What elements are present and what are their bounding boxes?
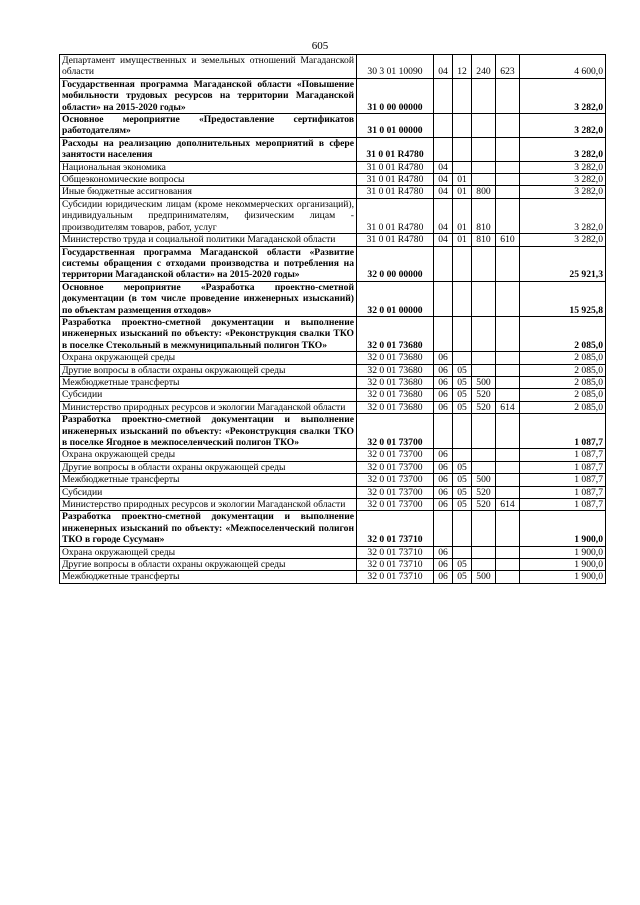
expense-type-cell: 520 (472, 401, 496, 413)
section-cell: 04 (434, 234, 453, 246)
section-cell (434, 137, 453, 161)
expense-type-cell (472, 449, 496, 461)
ministry-code-cell (496, 78, 520, 113)
ministry-code-cell (496, 281, 520, 316)
target-article-cell: 32 0 01 73700 (357, 461, 434, 473)
section-cell: 06 (434, 499, 453, 511)
ministry-code-cell (496, 449, 520, 461)
subsection-cell: 05 (453, 559, 472, 571)
row-name-cell: Межбюджетные трансферты (60, 474, 357, 486)
expense-type-cell (472, 461, 496, 473)
subsection-cell: 05 (453, 461, 472, 473)
section-cell: 06 (434, 474, 453, 486)
subsection-cell: 01 (453, 174, 472, 186)
subsection-cell (453, 414, 472, 449)
ministry-code-cell (496, 174, 520, 186)
expense-type-cell (472, 246, 496, 281)
ministry-code-cell (496, 198, 520, 233)
table-row (60, 186, 606, 198)
section-cell (434, 281, 453, 316)
section-cell: 06 (434, 364, 453, 376)
target-article-cell: 32 0 01 73710 (357, 571, 434, 583)
target-article-cell: 32 0 01 73680 (357, 389, 434, 401)
ministry-code-cell (496, 376, 520, 388)
subsection-cell (453, 246, 472, 281)
section-cell: 06 (434, 486, 453, 498)
target-article-cell: 32 0 01 73680 (357, 352, 434, 364)
target-article-cell: 32 0 01 73700 (357, 449, 434, 461)
subsection-cell: 05 (453, 364, 472, 376)
target-article-cell: 32 0 01 73680 (357, 401, 434, 413)
expense-type-cell: 520 (472, 389, 496, 401)
table-row (60, 55, 606, 79)
target-article-cell: 32 0 01 00000 (357, 281, 434, 316)
table-row (60, 401, 606, 413)
amount-cell: 2 085,0 (520, 401, 606, 413)
subsection-cell (453, 546, 472, 558)
ministry-code-cell (496, 364, 520, 376)
row-name-cell: Основное мероприятие «Предоставление сертификатов работодателям» (60, 114, 357, 138)
subsection-cell: 05 (453, 499, 472, 511)
expense-type-cell: 500 (472, 474, 496, 486)
amount-cell: 3 282,0 (520, 161, 606, 173)
target-article-cell: 32 0 01 73700 (357, 486, 434, 498)
amount-cell: 3 282,0 (520, 78, 606, 113)
table-row (60, 449, 606, 461)
row-name-cell: Субсидии юридическим лицам (кроме некоммерческих организаций), индивидуальным предпринимателям, физическим лицам - производителям товаров, работ, услуг (60, 198, 357, 233)
row-name-cell: Расходы на реализацию дополнительных мероприятий в сфере занятости населения (60, 137, 357, 161)
ministry-code-cell (496, 486, 520, 498)
amount-cell: 1 900,0 (520, 571, 606, 583)
amount-cell: 3 282,0 (520, 234, 606, 246)
ministry-code-cell: 614 (496, 401, 520, 413)
section-cell: 06 (434, 461, 453, 473)
table-row (60, 281, 606, 316)
target-article-cell: 32 0 00 00000 (357, 246, 434, 281)
table-row (60, 546, 606, 558)
target-article-cell: 31 0 01 R4780 (357, 137, 434, 161)
row-name-cell: Субсидии (60, 486, 357, 498)
table-row (60, 559, 606, 571)
table-row (60, 389, 606, 401)
ministry-code-cell (496, 461, 520, 473)
target-article-cell: 32 0 01 73710 (357, 559, 434, 571)
subsection-cell (453, 352, 472, 364)
table-row (60, 364, 606, 376)
subsection-cell: 05 (453, 401, 472, 413)
amount-cell: 15 925,8 (520, 281, 606, 316)
row-name-cell: Разработка проектно-сметной документации и выполнение инженерных изысканий по объекту: «Реконструкция свалки ТКО в поселке Ягодное в межпоселенческий полигон ТКО» (60, 414, 357, 449)
ministry-code-cell (496, 474, 520, 486)
table-row (60, 376, 606, 388)
target-article-cell: 32 0 01 73710 (357, 546, 434, 558)
section-cell: 04 (434, 55, 453, 79)
row-name-cell: Охрана окружающей среды (60, 449, 357, 461)
section-cell: 04 (434, 174, 453, 186)
table-row (60, 161, 606, 173)
amount-cell: 1 900,0 (520, 511, 606, 546)
table-row (60, 246, 606, 281)
ministry-code-cell (496, 161, 520, 173)
ministry-code-cell (496, 546, 520, 558)
expense-type-cell: 240 (472, 55, 496, 79)
ministry-code-cell (496, 559, 520, 571)
expense-type-cell (472, 352, 496, 364)
section-cell: 04 (434, 161, 453, 173)
row-name-cell: Охрана окружающей среды (60, 352, 357, 364)
ministry-code-cell: 614 (496, 499, 520, 511)
amount-cell: 2 085,0 (520, 352, 606, 364)
amount-cell: 2 085,0 (520, 376, 606, 388)
ministry-code-cell (496, 137, 520, 161)
expense-type-cell (472, 281, 496, 316)
table-row (60, 352, 606, 364)
row-name-cell: Разработка проектно-сметной документации и выполнение инженерных изысканий по объекту: «Реконструкция свалки ТКО в поселке Стекольный в межмуниципальный полигон ТКО» (60, 316, 357, 351)
subsection-cell: 01 (453, 198, 472, 233)
ministry-code-cell: 623 (496, 55, 520, 79)
table-row (60, 78, 606, 113)
target-article-cell: 31 0 01 R4780 (357, 161, 434, 173)
subsection-cell (453, 114, 472, 138)
target-article-cell: 31 0 01 R4780 (357, 186, 434, 198)
amount-cell: 3 282,0 (520, 137, 606, 161)
expense-type-cell (472, 161, 496, 173)
target-article-cell: 31 0 01 R4780 (357, 234, 434, 246)
target-article-cell: 31 0 01 R4780 (357, 198, 434, 233)
subsection-cell: 05 (453, 486, 472, 498)
target-article-cell: 31 0 00 00000 (357, 78, 434, 113)
section-cell: 04 (434, 186, 453, 198)
row-name-cell: Другие вопросы в области охраны окружающей среды (60, 461, 357, 473)
subsection-cell (453, 137, 472, 161)
expense-type-cell (472, 511, 496, 546)
section-cell (434, 114, 453, 138)
target-article-cell: 31 0 01 00000 (357, 114, 434, 138)
table-row (60, 414, 606, 449)
target-article-cell: 32 0 01 73700 (357, 499, 434, 511)
amount-cell: 1 087,7 (520, 461, 606, 473)
expense-type-cell: 500 (472, 376, 496, 388)
row-name-cell: Охрана окружающей среды (60, 546, 357, 558)
expense-type-cell (472, 137, 496, 161)
expense-type-cell (472, 114, 496, 138)
expense-type-cell: 810 (472, 198, 496, 233)
amount-cell: 1 087,7 (520, 474, 606, 486)
ministry-code-cell (496, 414, 520, 449)
amount-cell: 2 085,0 (520, 364, 606, 376)
section-cell (434, 414, 453, 449)
row-name-cell: Национальная экономика (60, 161, 357, 173)
target-article-cell: 32 0 01 73680 (357, 376, 434, 388)
subsection-cell: 05 (453, 389, 472, 401)
subsection-cell (453, 78, 472, 113)
row-name-cell: Министерство труда и социальной политики Магаданской области (60, 234, 357, 246)
subsection-cell (453, 281, 472, 316)
table-row (60, 571, 606, 583)
section-cell (434, 78, 453, 113)
subsection-cell: 12 (453, 55, 472, 79)
table-row (60, 137, 606, 161)
budget-table (59, 54, 606, 584)
table-row (60, 234, 606, 246)
section-cell: 06 (434, 559, 453, 571)
target-article-cell: 32 0 01 73700 (357, 474, 434, 486)
amount-cell: 1 087,7 (520, 486, 606, 498)
target-article-cell: 31 0 01 R4780 (357, 174, 434, 186)
expense-type-cell: 800 (472, 186, 496, 198)
ministry-code-cell (496, 571, 520, 583)
row-name-cell: Другие вопросы в области охраны окружающей среды (60, 364, 357, 376)
amount-cell: 1 087,7 (520, 449, 606, 461)
table-row (60, 114, 606, 138)
expense-type-cell (472, 316, 496, 351)
amount-cell: 25 921,3 (520, 246, 606, 281)
table-row (60, 499, 606, 511)
section-cell: 06 (434, 401, 453, 413)
table-row (60, 486, 606, 498)
expense-type-cell (472, 364, 496, 376)
ministry-code-cell (496, 316, 520, 351)
amount-cell: 3 282,0 (520, 186, 606, 198)
row-name-cell: Межбюджетные трансферты (60, 571, 357, 583)
row-name-cell: Межбюджетные трансферты (60, 376, 357, 388)
section-cell: 06 (434, 449, 453, 461)
ministry-code-cell (496, 186, 520, 198)
row-name-cell: Департамент имущественных и земельных отношений Магаданской области (60, 55, 357, 79)
ministry-code-cell (496, 389, 520, 401)
page-number: 605 (311, 40, 329, 52)
amount-cell: 2 085,0 (520, 389, 606, 401)
table-row (60, 316, 606, 351)
subsection-cell: 01 (453, 234, 472, 246)
section-cell: 06 (434, 376, 453, 388)
target-article-cell: 32 0 01 73700 (357, 414, 434, 449)
target-article-cell: 30 3 01 10090 (357, 55, 434, 79)
subsection-cell (453, 316, 472, 351)
amount-cell: 1 087,7 (520, 414, 606, 449)
ministry-code-cell (496, 246, 520, 281)
section-cell: 06 (434, 571, 453, 583)
row-name-cell: Государственная программа Магаданской области «Повышение мобильности трудовых ресурсов на территории Магаданской области» на 2015-2020 годы» (60, 78, 357, 113)
expense-type-cell (472, 414, 496, 449)
target-article-cell: 32 0 01 73680 (357, 316, 434, 351)
section-cell: 04 (434, 198, 453, 233)
section-cell (434, 511, 453, 546)
amount-cell: 4 600,0 (520, 55, 606, 79)
row-name-cell: Государственная программа Магаданской области «Развитие системы обращения с отходами производства и потребления на территории Магаданской области» на 2015-2020 годы» (60, 246, 357, 281)
row-name-cell: Основное мероприятие «Разработка проектно-сметной документации (в том числе проведение инженерных изысканий) по объектам размещения отходов» (60, 281, 357, 316)
amount-cell: 2 085,0 (520, 316, 606, 351)
row-name-cell: Иные бюджетные ассигнования (60, 186, 357, 198)
amount-cell: 1 900,0 (520, 546, 606, 558)
amount-cell: 3 282,0 (520, 174, 606, 186)
ministry-code-cell: 610 (496, 234, 520, 246)
ministry-code-cell (496, 114, 520, 138)
target-article-cell: 32 0 01 73710 (357, 511, 434, 546)
table-row (60, 461, 606, 473)
row-name-cell: Разработка проектно-сметной документации и выполнение инженерных изысканий по объекту: «Межпоселенческий полигон ТКО в городе Сусуман» (60, 511, 357, 546)
section-cell (434, 316, 453, 351)
expense-type-cell (472, 174, 496, 186)
amount-cell: 3 282,0 (520, 198, 606, 233)
amount-cell: 1 900,0 (520, 559, 606, 571)
row-name-cell: Субсидии (60, 389, 357, 401)
table-row (60, 198, 606, 233)
subsection-cell: 05 (453, 571, 472, 583)
expense-type-cell (472, 78, 496, 113)
table-row (60, 174, 606, 186)
subsection-cell (453, 449, 472, 461)
section-cell: 06 (434, 546, 453, 558)
expense-type-cell (472, 559, 496, 571)
row-name-cell: Общеэкономические вопросы (60, 174, 357, 186)
subsection-cell: 01 (453, 186, 472, 198)
amount-cell: 3 282,0 (520, 114, 606, 138)
row-name-cell: Другие вопросы в области охраны окружающей среды (60, 559, 357, 571)
expense-type-cell: 520 (472, 486, 496, 498)
ministry-code-cell (496, 511, 520, 546)
section-cell (434, 246, 453, 281)
expense-type-cell (472, 546, 496, 558)
subsection-cell (453, 161, 472, 173)
ministry-code-cell (496, 352, 520, 364)
expense-type-cell: 500 (472, 571, 496, 583)
expense-type-cell: 810 (472, 234, 496, 246)
subsection-cell: 05 (453, 474, 472, 486)
expense-type-cell: 520 (472, 499, 496, 511)
subsection-cell (453, 511, 472, 546)
row-name-cell: Министерство природных ресурсов и экологии Магаданской области (60, 401, 357, 413)
table-row (60, 511, 606, 546)
table-row (60, 474, 606, 486)
row-name-cell: Министерство природных ресурсов и экологии Магаданской области (60, 499, 357, 511)
target-article-cell: 32 0 01 73680 (357, 364, 434, 376)
section-cell: 06 (434, 352, 453, 364)
table-body (60, 55, 606, 584)
subsection-cell: 05 (453, 376, 472, 388)
section-cell: 06 (434, 389, 453, 401)
amount-cell: 1 087,7 (520, 499, 606, 511)
